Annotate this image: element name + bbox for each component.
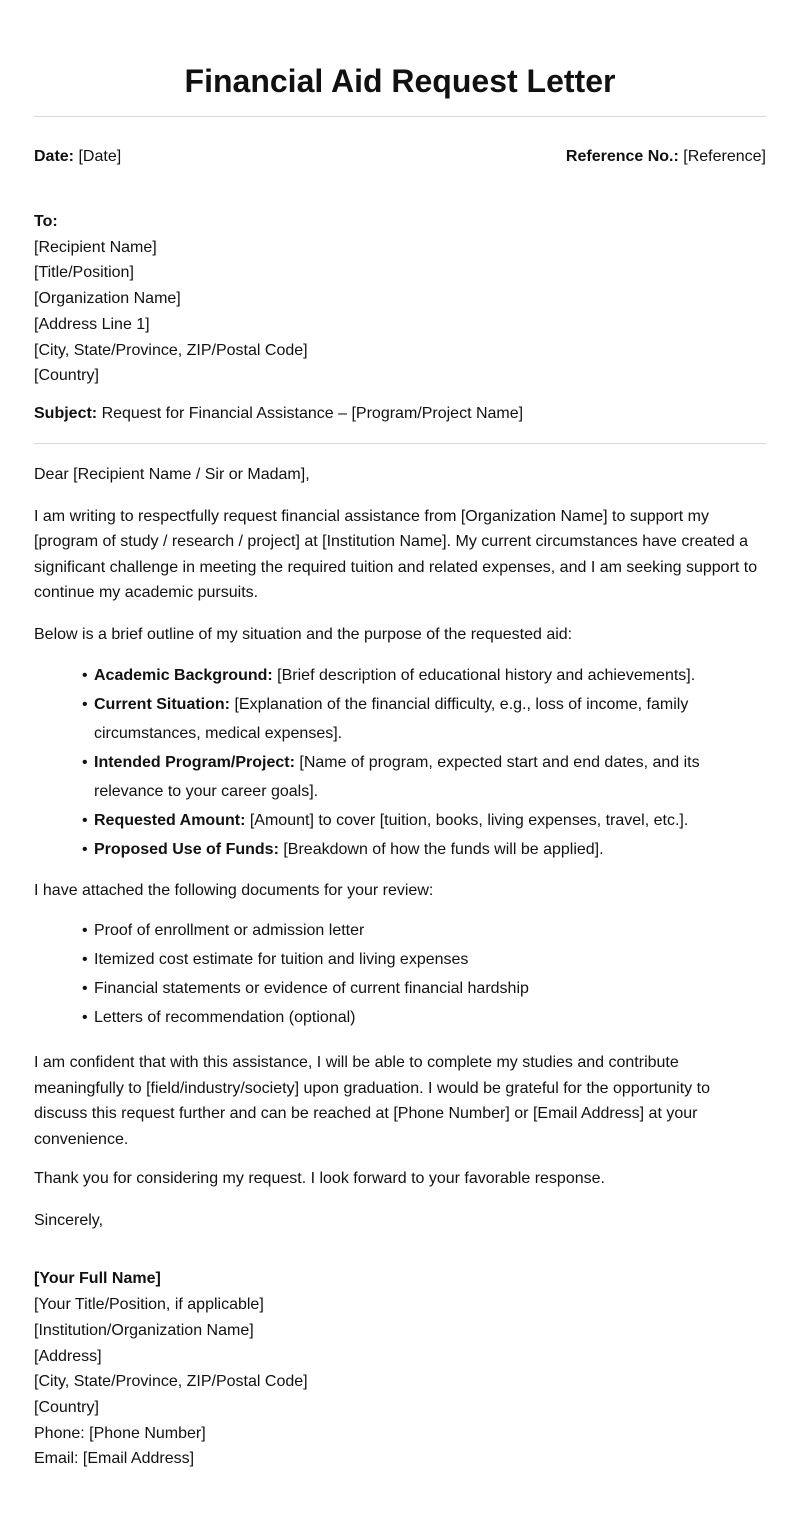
list-item-text: [Explanation of the financial difficulty, e.g., loss of income, family circumstances, medical expenses]. (94, 696, 689, 743)
list-item-label: Current Situation: (94, 696, 230, 714)
recipient-line: [Address Line 1] (34, 315, 150, 333)
list-item: • Letters of recommendation (optional) (82, 1003, 766, 1032)
attachments-intro: I have attached the following documents for your review: (34, 882, 434, 900)
salutation: Dear [Recipient Name / Sir or Madam], (34, 465, 310, 483)
confidence-paragraph: I am confident that with this assistance, I will be able to complete my studies and contribute meaningfully to [field/industry/society] upon graduation. I would be grateful for the opportunity to discuss this request further and can be reached at [Phone Number] or [Email Address] at your convenience. (34, 1054, 710, 1148)
attachments-list (34, 916, 766, 1032)
signature-line: [Institution/Organization Name] (34, 1321, 254, 1339)
intro-paragraph: I am writing to respectfully request financial assistance from [Organization Name] to support my [program of study / research / project] at [Institution Name]. My current circumstances have created a significant challenge in meeting the required tuition and related expenses, and I am seeking support to continue my academic pursuits. (34, 507, 758, 602)
reference-label: Reference No.: (565, 148, 679, 165)
recipient-line: [Country] (34, 367, 99, 385)
page-title: Financial Aid Request Letter (184, 63, 616, 99)
to-label: To: (34, 213, 58, 230)
subject-label: Subject: (34, 404, 98, 422)
list-item-text: [Brief description of educational history and achievements]. (277, 667, 696, 685)
list-item-text: [Breakdown of how the funds will be applied]. (283, 841, 604, 859)
date-field (34, 147, 121, 167)
list-item: • Proof of enrollment or admission letter (82, 916, 766, 945)
title-divider (34, 116, 766, 117)
signature-line: [City, State/Province, ZIP/Postal Code] (34, 1373, 308, 1391)
date-value: [Date] (78, 148, 122, 165)
recipient-line: [Organization Name] (34, 290, 181, 308)
recipient-line: [City, State/Province, ZIP/Postal Code] (34, 341, 308, 359)
list-item-label: Academic Background: (94, 667, 273, 685)
signature-line: [Country] (34, 1398, 99, 1416)
list-item-text: [Amount] to cover [tuition, books, living expenses, travel, etc.]. (249, 812, 689, 830)
meta-row (34, 147, 766, 167)
list-item-label: Proposed Use of Funds: (94, 841, 279, 859)
recipient-block (34, 209, 766, 389)
list-item-text: [Name of program, expected start and end dates, and its relevance to your career goals]. (94, 754, 700, 801)
reference-field (566, 147, 766, 167)
reference-value: [Reference] (683, 148, 766, 165)
closing: Sincerely, (34, 1212, 104, 1230)
list-item: • Itemized cost estimate for tuition and living expenses (82, 945, 766, 974)
list-item (82, 661, 766, 690)
recipient-line: [Title/Position] (34, 264, 134, 282)
signature-name: [Your Full Name] (34, 1270, 161, 1288)
signature-line: Email: [Email Address] (34, 1450, 195, 1468)
date-label: Date: (34, 148, 75, 165)
list-item-label: Intended Program/Project: (94, 754, 295, 772)
list-item: • Financial statements or evidence of current financial hardship (82, 974, 766, 1003)
list-item (82, 835, 766, 864)
signature-line: [Your Title/Position, if applicable] (34, 1296, 264, 1314)
list-item (82, 748, 766, 806)
recipient-line: [Recipient Name] (34, 238, 157, 256)
thanks-paragraph: Thank you for considering my request. I look forward to your favorable response. (34, 1170, 605, 1188)
list-item (82, 690, 766, 748)
subject-line (34, 403, 766, 425)
list-item (82, 806, 766, 835)
outline-intro: Below is a brief outline of my situation and the purpose of the requested aid: (34, 625, 573, 643)
list-item-label: Requested Amount: (94, 812, 246, 830)
subject-divider (34, 443, 766, 444)
signature-line: Phone: [Phone Number] (34, 1424, 206, 1442)
situation-list (34, 661, 766, 864)
signature-line: [Address] (34, 1347, 102, 1365)
signature-block (34, 1266, 766, 1472)
subject-text: Request for Financial Assistance – [Program/Project Name] (101, 404, 524, 422)
